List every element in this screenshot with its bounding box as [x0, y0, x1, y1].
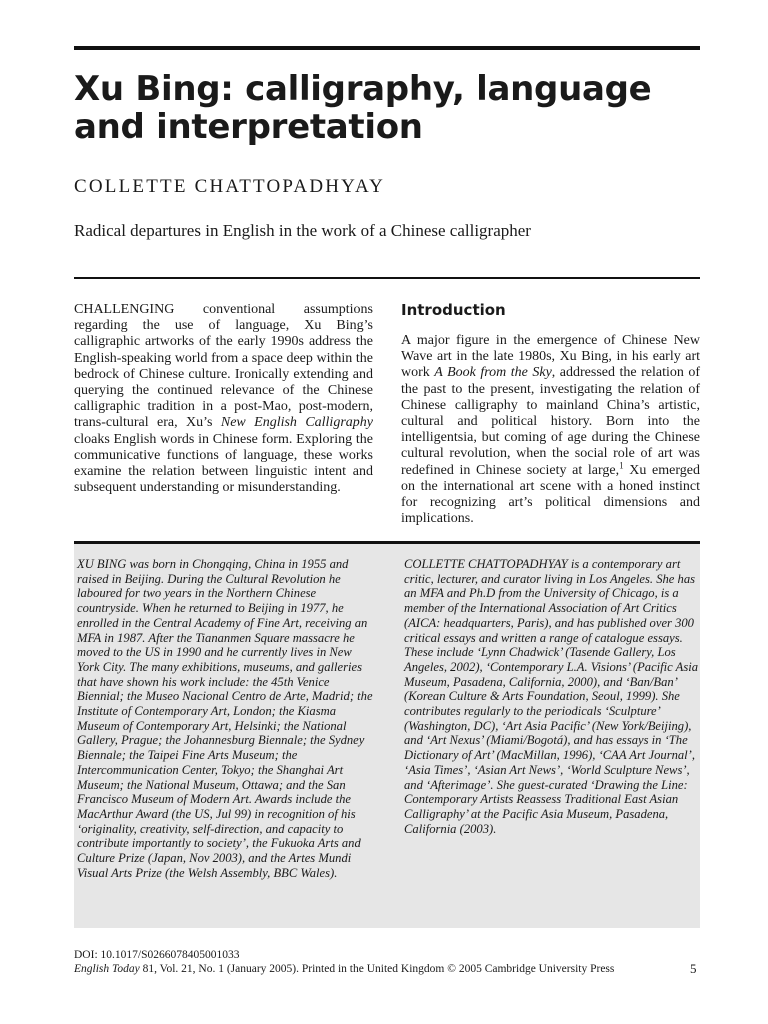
article-title: Xu Bing: calligraphy, language and interpretation [74, 69, 652, 147]
journal-name: English Today [74, 963, 140, 975]
article-author: COLLETTE CHATTOPADHYAY [74, 176, 386, 197]
journal-citation [74, 963, 614, 975]
intro-text-2: , addressed the relation of the past to the present, investigating the relation of Chinese calligraphy to mainland China’s artistic, cultural and political history. Born into the intelligentsia, but coming of age during the Chinese cultural revolution, when the social role of art was redefined in Chinese society at large, [401, 365, 701, 478]
abstract-work-title: New English Calligraphy [220, 415, 373, 431]
intro-work-title: A Book from the Sky [434, 365, 552, 381]
page-number: 5 [690, 961, 697, 976]
abstract-text-1: CHALLENGING conventional assumptions regarding the use of language, Xu Bing’s calligraphic artworks of the early 1990s address the English-speaking world from a space deep within the bedrock of Chinese culture. Ironically extending and querying the continued relevance of the Chinese calligraphic tradition in a post-Mao, post-modern, trans-cultural era, Xu’s [74, 302, 373, 431]
article-subtitle: Radical departures in English in the work of a Chinese calligrapher [74, 221, 531, 240]
journal-details: 81, Vol. 21, No. 1 (January 2005). Printed in the United Kingdom © 2005 Cambridge University Press [139, 963, 615, 975]
abstract [74, 302, 373, 496]
artist-bio: XU BING was born in Chongqing, China in 1955 and raised in Beijing. During the Cultural Revolution he laboured for two years in the Northern Chinese countryside. When he returned to Beijing in 1977, he enrolled in the Central Academy of Fine Art, receiving an MFA in 1987. After the Tiananmen Square massacre he moved to the US in 1990 and he currently lives in New York City. The many exhibitions, museums, and galleries that have shown his work include: the 45th Venice Biennial; the Museo Nacional Centro de Arte, Madrid; the Institute of Contemporary Art, London; the Kiasma Museum of Contemporary Art, Helsinki; the National Gallery, Prague; the Johannesburg Biennale; the Sydney Biennale; the Taipei Fine Arts Museum; the Intercommunication Center, Tokyo; the Shanghai Art Museum; the National Museum, Ottawa; and the San Francisco Museum of Modern Art. Awards include the MacArthur Award (the US, Jul 99) in recognition of his ‘originality, creativity, self-direction, and capacity to contribute importantly to society’, the Fukuoka Arts and Culture Prize (Japan, Nov 2003), and the Artes Mundi Visual Arts Prize (the Welsh Assembly, BBC Wales). [77, 557, 373, 880]
intro-text-1: A major figure in the emergence of Chinese New Wave art in the late 1980s, Xu Bing, in his early art work [401, 333, 700, 381]
intro-text-3: Xu emerged on the international art scene with a honed instinct for recognizing art’s political dimensions and implications. [401, 462, 700, 527]
introduction-body [401, 333, 700, 527]
footnote-marker[interactable]: 1 [619, 459, 624, 470]
header-divider [74, 277, 700, 279]
introduction-heading: Introduction [401, 301, 506, 319]
top-rule [74, 46, 700, 50]
abstract-text-2: cloaks English words in Chinese form. Exploring the communicative functions of language, these works examine the relation between linguistic intent and subsequent understanding or misunderstanding. [74, 431, 373, 496]
doi[interactable]: DOI: 10.1017/S0266078405001033 [74, 949, 240, 961]
author-bio: COLLETTE CHATTOPADHYAY is a contemporary art critic, lecturer, and curator living in Los Angeles. She has an MFA and Ph.D from the University of Chicago, is a member of the International Association of Art Critics (AICA: headquarters, Paris), and has published over 300 critical essays and written a range of catalogue essays. These include ‘Lynn Chadwick’ (Tasende Gallery, Los Angeles, 2002), ‘Contemporary L.A. Visions’ (Pacific Asia Museum, Pasadena, California, 2000), and ‘Ban/Ban’ (Korean Culture & Arts Foundation, Seoul, 1999). She contributes regularly to the periodicals ‘Sculpture’ (Washington, DC), ‘Art Asia Pacific’ (New York/Beijing), and ‘Art Nexus’ (Miami/Bogotá), and has essays in ‘The Dictionary of Art’ (MacMillan, 1996), ‘CAA Art Journal’, ‘Asia Times’, ‘Asian Art News’, ‘World Sculpture News’, and ‘Afterimage’. She guest-curated ‘Drawing the Line: Contemporary Artists Reassess Traditional East Asian Calligraphy’ at the Pacific Asia Museum, Pasadena, California (2003). [404, 557, 699, 836]
